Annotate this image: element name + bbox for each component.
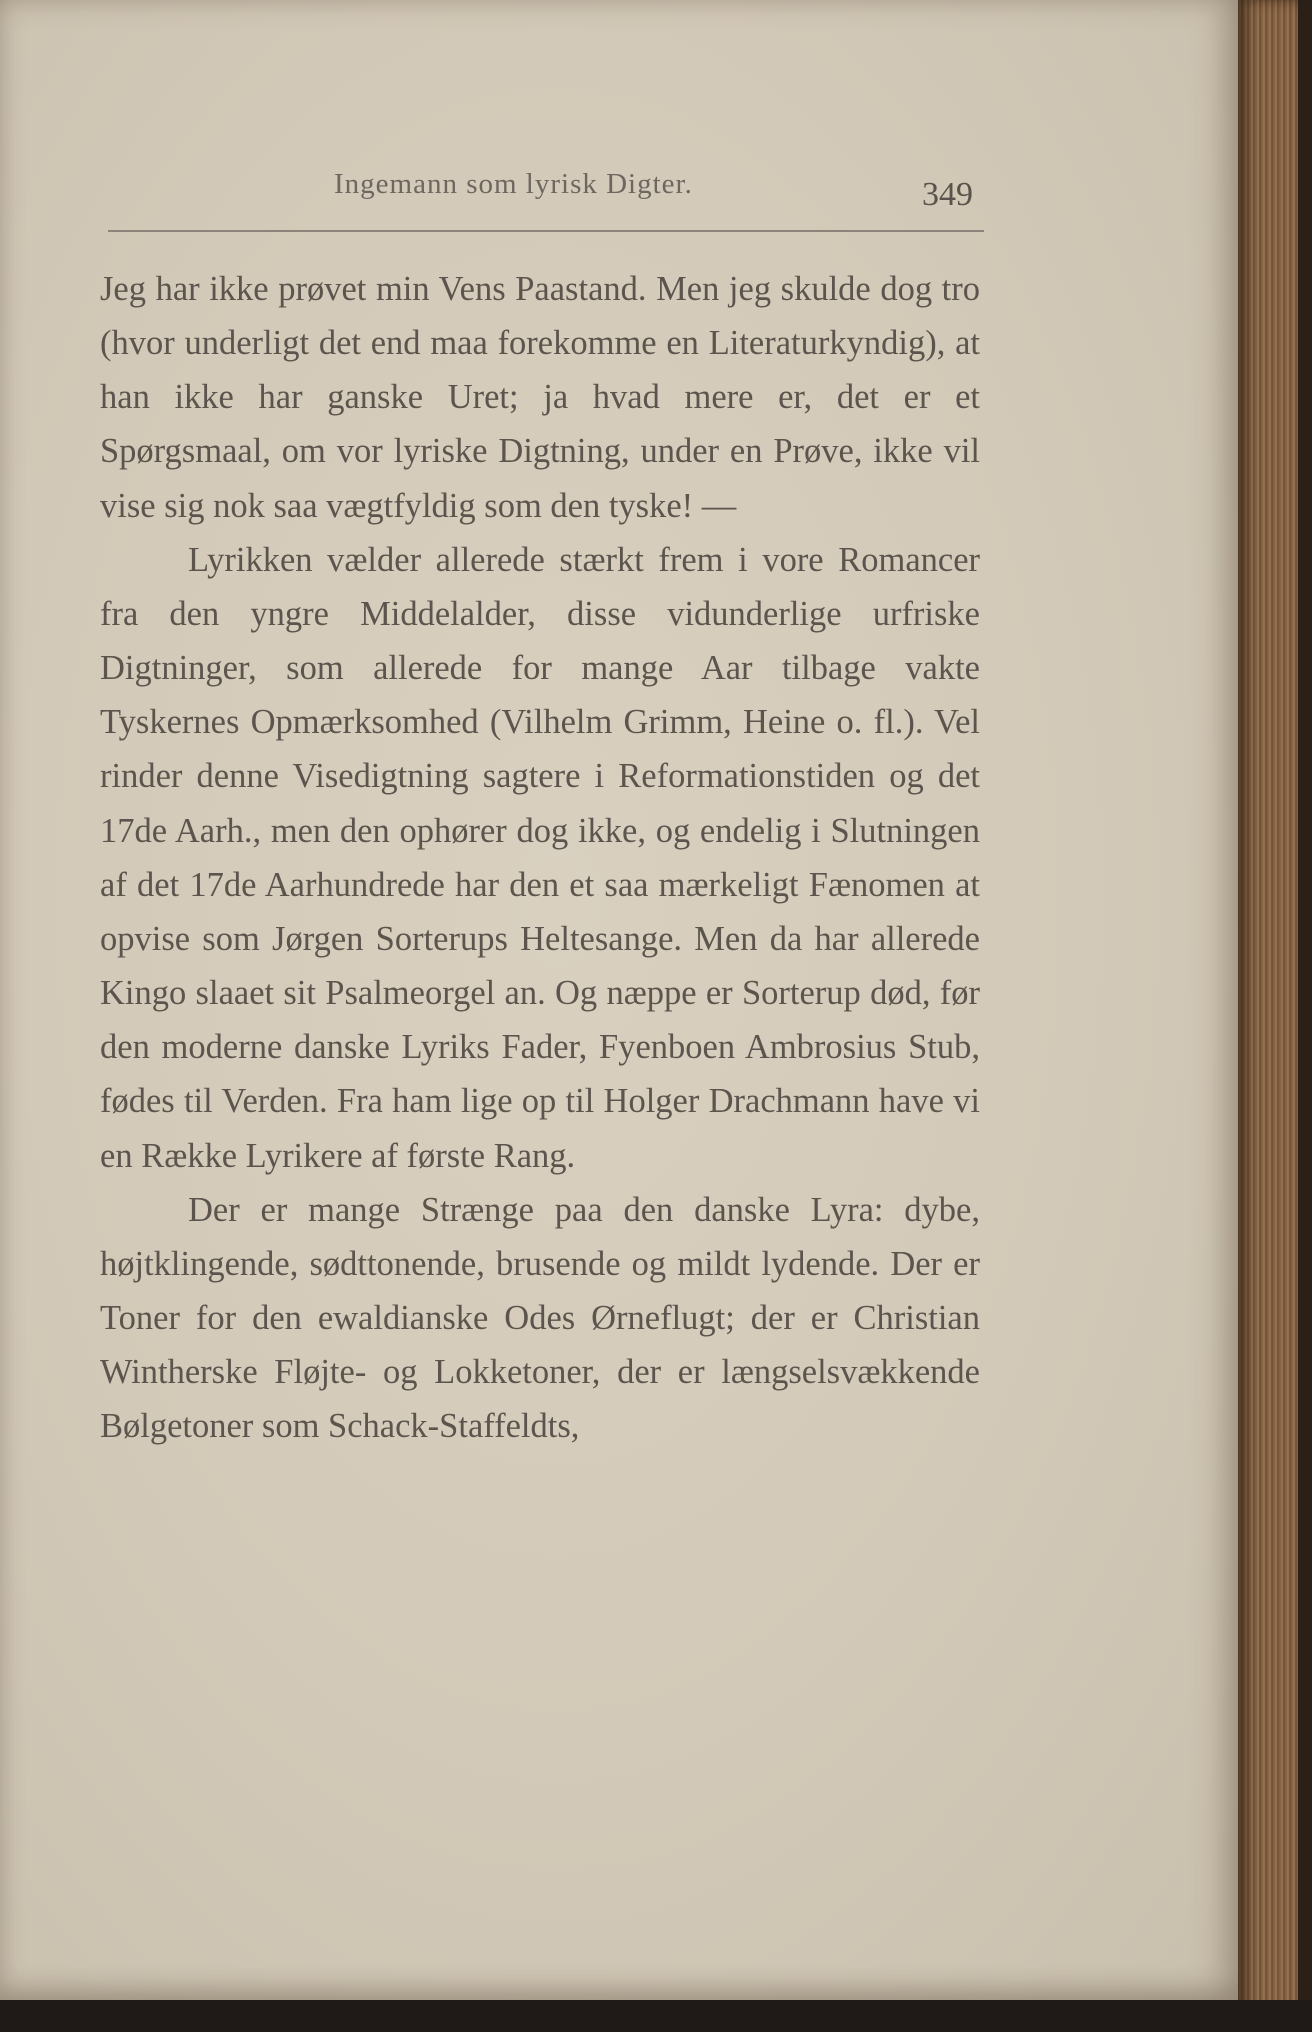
- paragraph-2: Lyrikken vælder allerede stærkt frem i vore Romancer fra den yngre Middelalder, disse vidunderlige urfriske Digtninger, som allerede for mange Aar tilbage vakte Tyskernes Opmærksomhed (Vilhelm Grimm, Heine o. fl.). Vel rinder denne Visedigtning sagtere i Reformationstiden og det 17de Aarh., men den ophører dog ikke, og endelig i Slutningen af det 17de Aarhundrede har den et saa mærkeligt Fænomen at opvise som Jørgen Sorterups Heltesange. Men da har allerede Kingo slaaet sit Psalmeorgel an. Og næppe er Sorterup død, før den moderne danske Lyriks Fader, Fyenboen Ambrosius Stub, fødes til Verden. Fra ham lige op til Holger Drachmann have vi en Række Lyrikere af første Rang.: [100, 540, 980, 1175]
- running-title: Ingemann som lyrisk Digter.: [334, 168, 693, 200]
- paragraph-1: Jeg har ikke prøvet min Vens Paastand. Men jeg skulde dog tro (hvor underligt det end maa forekomme en Literaturkyndig), at han ikke har ganske Uret; ja hvad mere er, det er et Spørgsmaal, om vor lyriske Digtning, under en Prøve, ikke vil vise sig nok saa vægtfyldig som den tyske! —: [100, 270, 980, 525]
- header-rule: [108, 230, 984, 232]
- paragraph-3: Der er mange Strænge paa den danske Lyra: dybe, højtklingende, sødttonende, brusende og mildt lydende. Der er Toner for den ewaldianske Odes Ørneflugt; der er Christian Wintherske Fløjte- og Lokketoner, der er længselsvækkende Bølgetoner som Schack-Staffeldts,: [100, 1190, 980, 1446]
- running-head: [0, 168, 1000, 218]
- body-text: [100, 262, 980, 1453]
- page-edges: [1238, 0, 1312, 2032]
- page-number: 349: [922, 176, 973, 213]
- background-edge: [0, 2000, 1312, 2032]
